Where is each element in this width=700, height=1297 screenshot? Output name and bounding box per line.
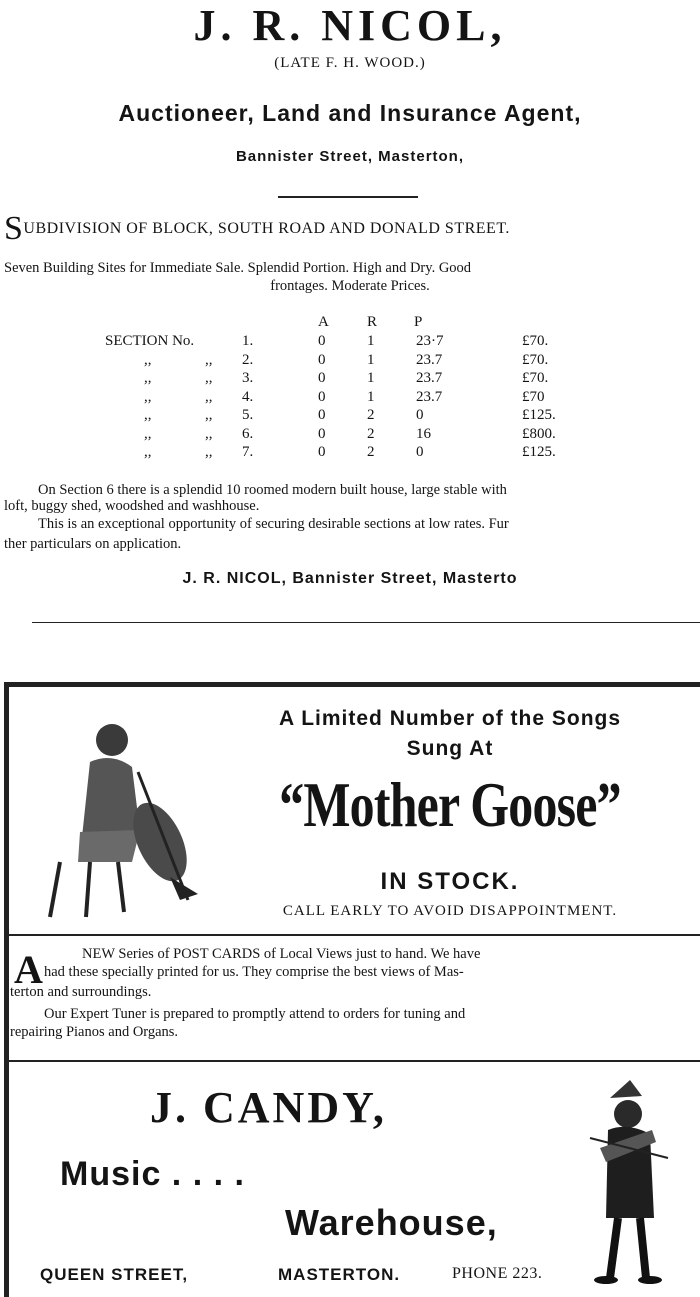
perches-value: 23.7 (416, 389, 443, 405)
music-heading: Music . . . . (60, 1155, 245, 1193)
subdivision-heading (4, 210, 510, 247)
price-value: £125. (522, 407, 556, 423)
ditto-mark: ,, (144, 407, 152, 423)
roods-value: 1 (367, 389, 375, 405)
sale-intro-line: frontages. Moderate Prices. (270, 278, 430, 294)
roods-value: 1 (367, 370, 375, 386)
price-value: £125. (522, 444, 556, 460)
songs-heading: Sung At (406, 737, 494, 760)
ditto-mark: ,, (144, 389, 152, 405)
roods-value: 2 (367, 407, 375, 423)
divider (9, 1060, 700, 1062)
acres-value: 0 (318, 333, 326, 349)
section-number: 2. (242, 352, 254, 368)
merchant-name: J. CANDY, (150, 1083, 387, 1132)
roods-value: 2 (367, 444, 375, 460)
section-number: 1. (242, 333, 254, 349)
divider (9, 934, 700, 936)
price-value: £70. (522, 352, 549, 368)
call-early-note: CALL EARLY TO AVOID DISAPPOINTMENT. (282, 903, 618, 919)
acres-value: 0 (318, 426, 326, 442)
acres-value: 0 (318, 444, 326, 460)
profession-heading: Auctioneer, Land and Insurance Agent, (118, 100, 582, 126)
price-value: £70. (522, 333, 549, 349)
column-header-perches: P (414, 314, 423, 330)
songs-heading: A Limited Number of the Songs (278, 707, 622, 730)
section-number: 3. (242, 370, 254, 386)
section-label: SECTION No. (105, 333, 195, 349)
sale-intro-line: Seven Building Sites for Immediate Sale. Splendid Portion. High and Dry. Good (4, 260, 472, 276)
phone-number: PHONE 223. (452, 1265, 543, 1282)
violinist-illustration (580, 1078, 675, 1288)
section-number: 5. (242, 407, 254, 423)
ditto-mark: ,, (205, 426, 213, 442)
tuner-notice: repairing Pianos and Organs. (10, 1024, 179, 1040)
opportunity-note: ther particulars on application. (4, 536, 182, 552)
former-owner-note: (LATE F. H. WOOD.) (274, 55, 426, 71)
price-value: £70 (522, 389, 545, 405)
post-cards-notice: had these specially printed for us. They comprise the best views of Mas- (44, 964, 464, 980)
ditto-mark: ,, (205, 407, 213, 423)
section-six-description: On Section 6 there is a splendid 10 roomed modern built house, large stable with (38, 482, 507, 498)
ditto-mark: ,, (205, 352, 213, 368)
ditto-mark: ,, (205, 389, 213, 405)
perches-value: 0 (416, 407, 424, 423)
ditto-mark: ,, (144, 444, 152, 460)
ditto-mark: ,, (144, 426, 152, 442)
roods-value: 1 (367, 352, 375, 368)
post-cards-notice: terton and surroundings. (10, 984, 152, 1000)
acres-value: 0 (318, 389, 326, 405)
ditto-mark: ,, (205, 444, 213, 460)
ditto-mark: ,, (144, 370, 152, 386)
advertiser-name: J. R. NICOL, (193, 1, 507, 50)
warehouse-heading: Warehouse, (285, 1202, 498, 1243)
heading-text: UBDIVISION OF BLOCK, SOUTH ROAD AND DONALD STREET. (23, 220, 510, 237)
roods-value: 1 (367, 333, 375, 349)
ditto-mark: ,, (144, 352, 152, 368)
acres-value: 0 (318, 407, 326, 423)
opportunity-note: This is an exceptional opportunity of securing desirable sections at low rates. Fur (38, 516, 509, 532)
drop-cap: S (4, 210, 24, 247)
signature-line: J. R. NICOL, Bannister Street, Masterto (182, 570, 518, 587)
section-number: 4. (242, 389, 254, 405)
divider (32, 622, 700, 623)
show-title: “Mother Goose” (279, 769, 621, 840)
ditto-mark: ,, (205, 370, 213, 386)
price-value: £800. (522, 426, 556, 442)
town-name: MASTERTON. (278, 1265, 401, 1284)
price-value: £70. (522, 370, 549, 386)
section-number: 6. (242, 426, 254, 442)
section-number: 7. (242, 444, 254, 460)
perches-value: 23.7 (416, 370, 443, 386)
perches-value: 16 (416, 426, 431, 442)
section-six-description: loft, buggy shed, woodshed and washhouse. (4, 498, 260, 514)
perches-value: 23·7 (416, 333, 444, 349)
column-header-roods: R (367, 314, 378, 330)
acres-value: 0 (318, 352, 326, 368)
post-cards-notice: NEW Series of POST CARDS of Local Views just to hand. We have (82, 946, 481, 962)
column-header-acres: A (318, 314, 329, 330)
tuner-notice: Our Expert Tuner is prepared to promptly attend to orders for tuning and (44, 1006, 466, 1022)
perches-value: 0 (416, 444, 424, 460)
perches-value: 23.7 (416, 352, 443, 368)
divider (278, 196, 418, 198)
street-address: QUEEN STREET, (40, 1265, 189, 1284)
business-address: Bannister Street, Masterton, (235, 148, 465, 165)
roods-value: 2 (367, 426, 375, 442)
in-stock-banner: IN STOCK. (380, 868, 520, 895)
cellist-illustration (20, 712, 205, 922)
acres-value: 0 (318, 370, 326, 386)
drop-cap: A (14, 947, 43, 992)
